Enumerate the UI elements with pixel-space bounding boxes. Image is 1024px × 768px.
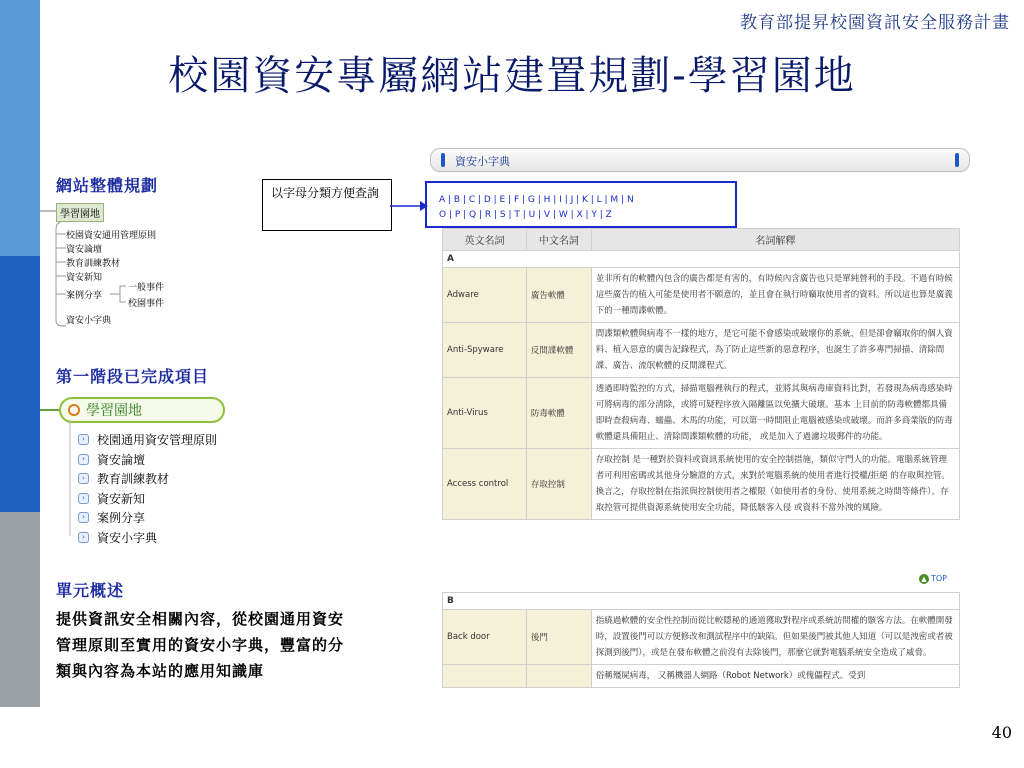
list-item-label[interactable]: 資安小字典	[97, 530, 158, 545]
section-site-plan: 網站整體規劃	[56, 176, 159, 195]
chevron-right-icon: ›	[78, 532, 89, 543]
list-item-label[interactable]: 教育訓練教材	[97, 472, 170, 487]
table-row	[443, 268, 960, 323]
term-cn: 後門	[526, 610, 591, 665]
term-en: Back door	[443, 610, 527, 665]
col-header-cn: 中文名詞	[526, 229, 591, 251]
term-en: Anti-Spyware	[443, 323, 527, 378]
slide-title: 校園資安專屬網站建置規劃-學習園地	[168, 53, 856, 99]
term-en: Anti-Virus	[443, 378, 527, 449]
mindmap-item: 資安論壇	[66, 245, 103, 255]
col-header-en: 英文名詞	[443, 229, 527, 251]
chevron-right-icon: ›	[78, 473, 89, 484]
table-row	[443, 610, 960, 665]
mindmap-item: 資安小字典	[66, 316, 112, 326]
group-label-a: A	[443, 251, 960, 268]
term-en: Adware	[443, 268, 527, 323]
chevron-right-icon: ›	[78, 512, 89, 523]
section-phase1: 第一階段已完成項目	[56, 367, 210, 386]
term-cn: 防毒軟體	[526, 378, 591, 449]
list-item[interactable]	[78, 489, 217, 509]
header-bar-right	[955, 153, 959, 167]
list-item-label[interactable]: 資安論壇	[97, 452, 146, 467]
table-row	[443, 323, 960, 378]
phase-tree-line	[64, 420, 76, 540]
list-item-label[interactable]: 案例分享	[97, 511, 146, 526]
arrow-up-icon: ▲	[919, 574, 929, 584]
list-item[interactable]	[78, 430, 217, 450]
dictionary-table-b	[442, 592, 960, 688]
list-item[interactable]	[78, 528, 217, 548]
list-item-label[interactable]: 資安新知	[97, 491, 146, 506]
term-en: Access control	[443, 449, 527, 520]
sidebar-band-light	[0, 0, 40, 256]
term-desc: 透過即時監控的方式，掃描電腦裡執行的程式，並將其與病毒庫資料比對，若發現為病毒感染時可將病毒的部分清除，或將可疑程序放入隔離區以免擴大破壞。基本 上目前的防毒軟體都具備即時查殺病毒、蠕蟲、木馬的功能，可以第一時間阻止電腦被感染或破壞。而許多商業版的防毒軟體還具備阻止、清除間諜類軟體的功能， 或是加入了過濾垃圾郵件的功能。	[591, 378, 959, 449]
header-bar-left	[441, 153, 445, 167]
mindmap-item: 校園資安通用管理原則	[66, 231, 157, 241]
mindmap-subitem: 校園事件	[128, 299, 165, 309]
section-overview: 單元概述	[56, 581, 125, 600]
mindmap-item: 案例分享	[66, 291, 103, 301]
list-item[interactable]	[78, 508, 217, 528]
overview-paragraph: 提供資訊安全相關內容，從校園通用資安管理原則至實用的資安小字典，豐富的分類與內容為本站的應用知識庫	[56, 610, 345, 680]
alphabet-line-2[interactable]: O | P | Q | R | S | T | U | V | W | X | Y | Z	[439, 210, 612, 220]
term-en	[443, 665, 527, 688]
project-caption: 教育部提昇校園資訊安全服務計畫	[740, 13, 1010, 33]
term-desc: 指繞過軟體的安全性控制而從比較隱秘的通道獲取對程序或系統訪問權的駭客方法。在軟體開發時，設置後門可以方便修改和測試程序中的缺陷。但如果後門被其他人知道（可以是洩密或者被探測到後門），或是在發布軟體之前沒有去除後門，那麼它就對電腦系統安全造成了威脅。	[591, 610, 959, 665]
group-label-b: B	[443, 593, 960, 610]
table-row	[443, 378, 960, 449]
mindmap-item: 資安新知	[66, 273, 103, 283]
chevron-right-icon: ›	[78, 434, 89, 445]
mindmap-root: 學習園地	[56, 203, 104, 222]
top-label[interactable]: TOP	[931, 574, 948, 583]
mindmap-subitem: 一般事件	[128, 283, 165, 293]
table-row	[443, 449, 960, 520]
term-desc: 存取控制 是一種對於資料或資訊系統使用的安全控制措施，類似守門人的功能。電腦系統管理者可利用密碼或其他身分驗證的方式，來對於電腦系統的使用者進行授權/拒絕 的存取與控管。換言之，存取控制在指派與控制使用者之權限（如使用者的身份、使用系統之時間等條件）。存取控管可提供資源系統使用安全功能，降低駭客入侵 或資料不當外洩的風險。	[591, 449, 959, 520]
term-cn	[526, 665, 591, 688]
dictionary-header	[430, 148, 970, 172]
dictionary-table-a	[442, 228, 960, 520]
col-header-desc: 名詞解釋	[591, 229, 959, 251]
arrow-right-icon	[390, 198, 430, 214]
list-item[interactable]	[78, 450, 217, 470]
alphabet-index[interactable]	[425, 181, 737, 228]
callout-box: 以字母分類方便查詢	[262, 179, 392, 231]
list-item[interactable]	[78, 469, 217, 489]
table-row	[443, 665, 960, 688]
chevron-right-icon: ›	[78, 454, 89, 465]
alphabet-line-1[interactable]: A | B | C | D | E | F | G | H | I | J | K | L | M | N	[439, 195, 634, 205]
phase-list	[78, 430, 217, 547]
dictionary-title: 資安小字典	[455, 155, 510, 168]
term-desc: 並非所有的軟體內包含的廣告都是有害的，有時候內含廣告也只是單純營利的手段。不過有時候這些廣告的植入可能是使用者不願意的，並且會在執行時竊取使用者的資料。所以這也算是廣義下的一種間諜軟體。	[591, 268, 959, 323]
term-cn: 存取控制	[526, 449, 591, 520]
table-crop-mask	[0, 707, 1024, 768]
list-item-label[interactable]: 校園通用資安管理原則	[97, 433, 218, 448]
page-number: 40	[991, 723, 1012, 742]
term-desc: 俗稱殭屍病毒， 又稱機器人網路（Robot Network）或傀儡程式。受到	[591, 665, 959, 688]
top-link[interactable]	[919, 574, 947, 584]
chevron-right-icon: ›	[78, 493, 89, 504]
sidebar-band-dark	[0, 256, 40, 512]
mindmap-item: 教育訓練教材	[66, 259, 121, 269]
term-cn: 反間諜軟體	[526, 323, 591, 378]
term-desc: 間諜類軟體與病毒不一樣的地方，是它可能不會感染或破壞你的系統，但是卻會竊取你的個人資料、植入惡意的廣告記錄程式，為了防止這些新的惡意程序，也誕生了許多專門掃描、清除間諜、廣告、流氓軟體的反間諜程式。	[591, 323, 959, 378]
sidebar-decoration	[0, 0, 40, 768]
term-cn: 廣告軟體	[526, 268, 591, 323]
phase-root-label: 學習園地	[86, 403, 142, 419]
